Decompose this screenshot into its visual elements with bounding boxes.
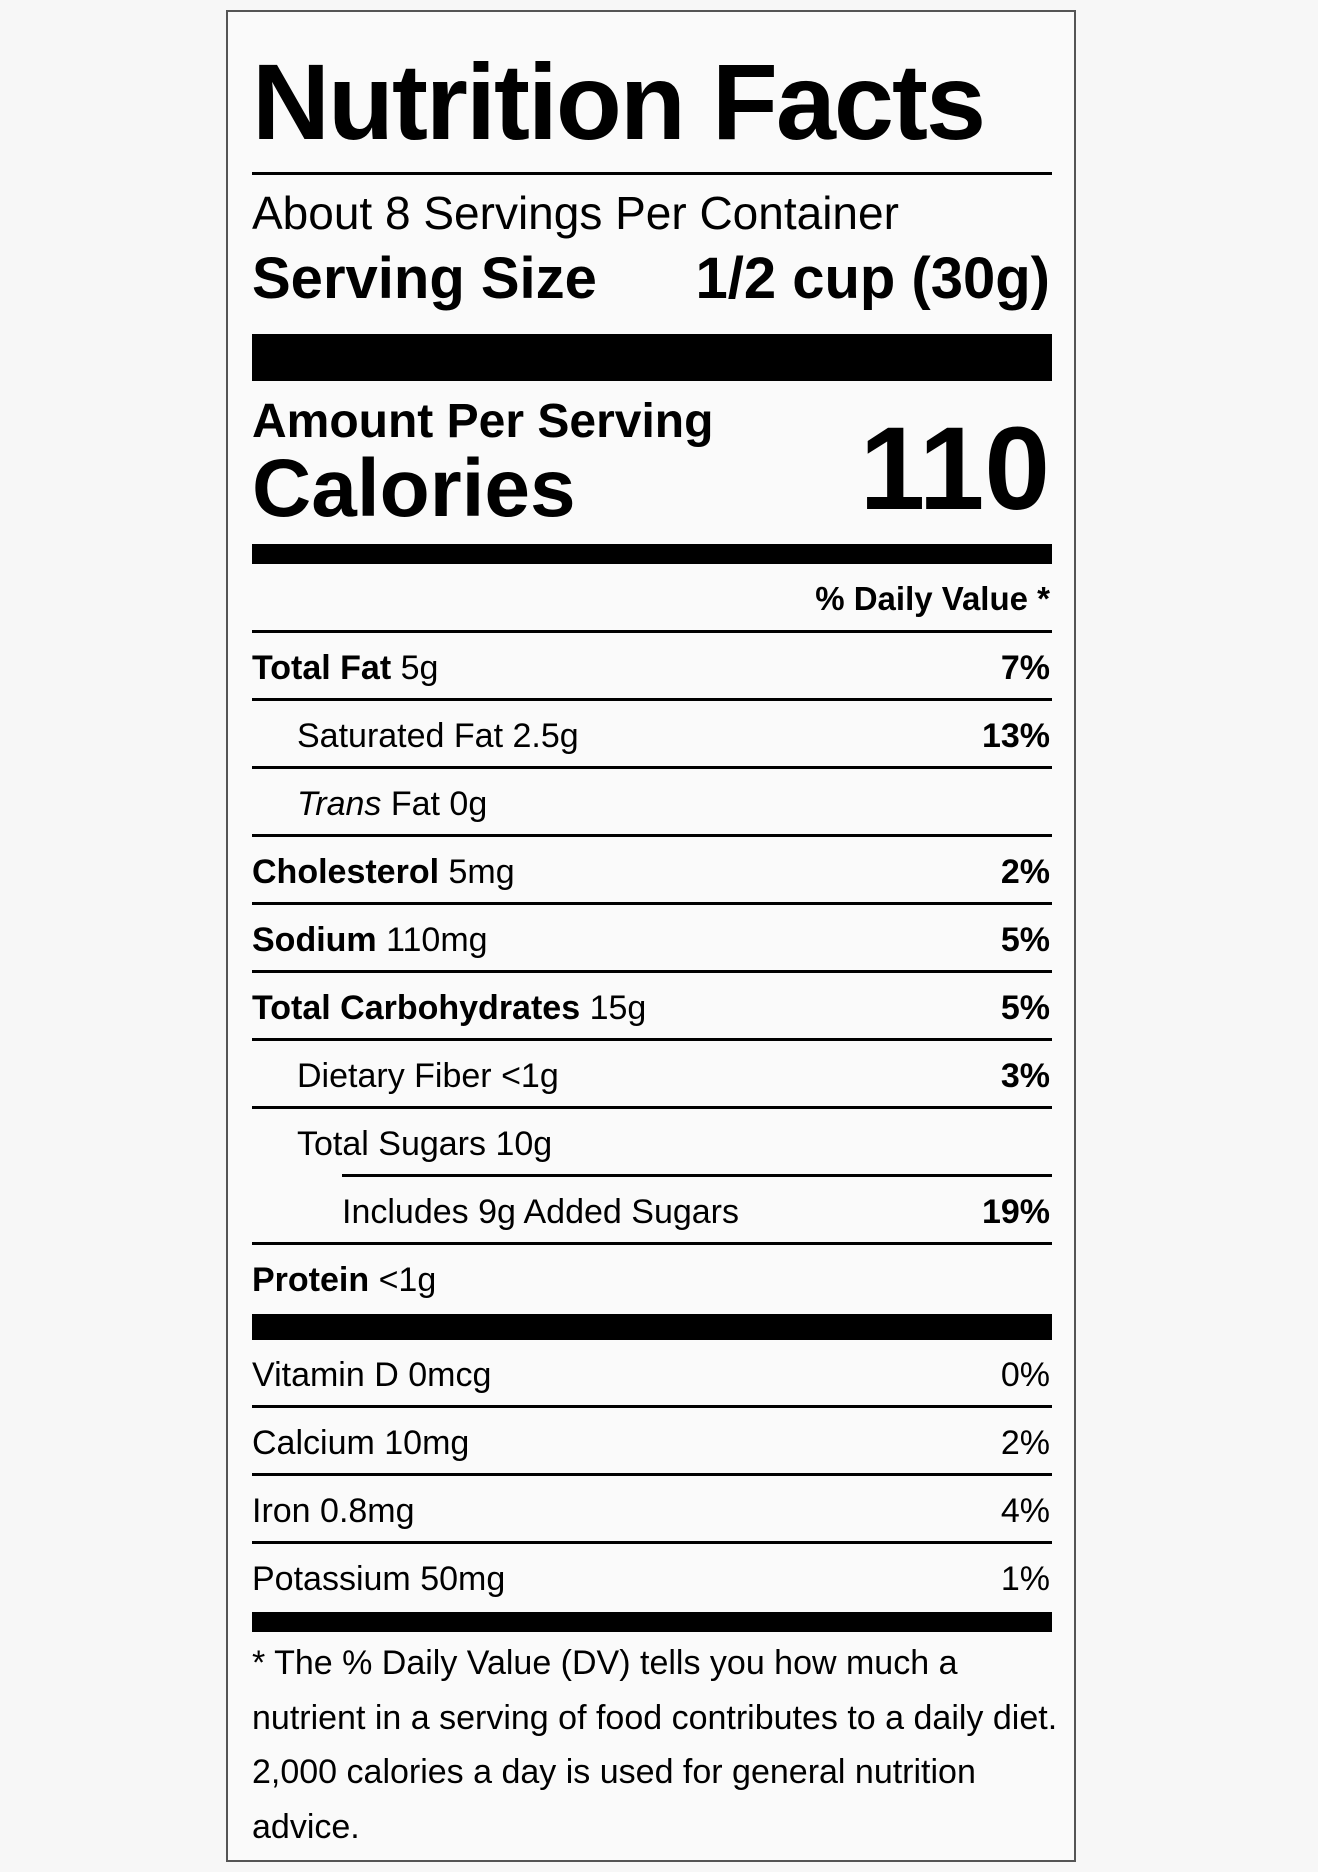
label-title: Nutrition Facts	[252, 41, 985, 162]
vitamin-amount: 10mg	[384, 1424, 470, 1462]
nutrient-name: Sodium	[252, 921, 377, 959]
nutrient-dv: 5%	[1000, 989, 1050, 1027]
nutrient-dv: 5%	[1000, 921, 1050, 959]
vitamin-amount: 0.8mg	[320, 1492, 415, 1530]
vitamin-dv: 0%	[1000, 1356, 1050, 1394]
vitamin-dv: 4%	[1000, 1492, 1050, 1530]
nutrient-amount: <1g	[501, 1057, 559, 1095]
nutrient-dv: 2%	[1000, 853, 1050, 891]
nutrition-facts-label	[226, 10, 1076, 1862]
daily-value-header: % Daily Value *	[815, 580, 1050, 617]
nutrient-name: Total Carbohydrates	[252, 989, 581, 1027]
nutrient-amount: 110mg	[386, 921, 488, 959]
vitamin-name: Vitamin D	[252, 1356, 399, 1394]
thick-divider-footnote	[252, 1612, 1052, 1632]
nutrient-name-rest: Added Sugars	[523, 1193, 739, 1231]
nutrient-row-added-sugars	[252, 1177, 1052, 1245]
nutrient-amount: 9g	[478, 1193, 516, 1231]
serving-size-value: 1/2 cup (30g)	[695, 246, 1050, 311]
footnote: * The % Daily Value (DV) tells you how much a nutrient in a serving of food contributes to a daily diet. 2,000 calories a day is used for general nutrition advice.	[252, 1644, 1058, 1846]
thick-divider-vitamins	[252, 1314, 1052, 1340]
vitamin-amount: 0mcg	[408, 1356, 492, 1394]
calories-label: Calories	[252, 443, 576, 534]
nutrient-row-total-fat	[252, 633, 1052, 701]
servings-per-container: About 8 Servings Per Container	[252, 187, 899, 239]
nutrient-name: Total Fat	[252, 649, 392, 687]
nutrient-name: Cholesterol	[252, 853, 440, 891]
vitamin-dv: 2%	[1000, 1424, 1050, 1462]
nutrient-name: Saturated Fat	[297, 717, 504, 755]
calories-value: 110	[859, 403, 1050, 535]
nutrient-name-rest: Fat	[390, 785, 440, 823]
nutrient-amount: 15g	[589, 989, 647, 1027]
nutrient-row-total-carbohydrates	[252, 973, 1052, 1041]
nutrient-name: Includes	[342, 1193, 469, 1231]
vitamin-row-potassium	[252, 1544, 1052, 1612]
nutrient-dv: 7%	[1000, 649, 1050, 687]
nutrient-row-saturated-fat	[252, 701, 1052, 769]
nutrient-amount: 10g	[495, 1125, 553, 1163]
thick-divider-top	[252, 334, 1052, 381]
nutrient-row-trans-fat	[252, 769, 1052, 837]
vitamin-row-calcium	[252, 1408, 1052, 1476]
vitamin-row-iron	[252, 1476, 1052, 1544]
thick-divider-calories	[252, 544, 1052, 564]
serving-size-label: Serving Size	[252, 246, 597, 311]
serving-size-row	[252, 246, 1052, 311]
nutrient-name: Trans	[297, 785, 382, 823]
nutrient-name: Dietary Fiber	[297, 1057, 492, 1095]
vitamin-amount: 50mg	[420, 1560, 506, 1598]
nutrient-row-dietary-fiber	[252, 1041, 1052, 1109]
vitamin-name: Potassium	[252, 1560, 411, 1598]
nutrient-row-total-sugars	[252, 1109, 1052, 1177]
nutrient-row-protein	[252, 1245, 1052, 1313]
vitamin-name: Iron	[252, 1492, 311, 1530]
title-divider	[252, 172, 1052, 175]
nutrient-row-sodium	[252, 905, 1052, 973]
nutrient-dv: 19%	[981, 1193, 1050, 1231]
nutrient-name: Protein	[252, 1261, 370, 1299]
nutrient-amount: 5g	[400, 649, 439, 687]
nutrient-dv: 3%	[1000, 1057, 1050, 1095]
amount-per-serving: Amount Per Serving	[252, 395, 714, 448]
vitamin-dv: 1%	[1000, 1560, 1050, 1598]
vitamin-row-vitamin-d	[252, 1340, 1052, 1408]
nutrient-amount: 0g	[449, 785, 488, 823]
nutrient-amount: 2.5g	[512, 717, 579, 755]
nutrient-dv: 13%	[981, 717, 1050, 755]
vitamin-name: Calcium	[252, 1424, 375, 1462]
nutrient-amount: <1g	[378, 1261, 437, 1299]
nutrient-row-cholesterol	[252, 837, 1052, 905]
nutrient-amount: 5mg	[448, 853, 515, 891]
nutrient-name: Total Sugars	[297, 1125, 486, 1163]
